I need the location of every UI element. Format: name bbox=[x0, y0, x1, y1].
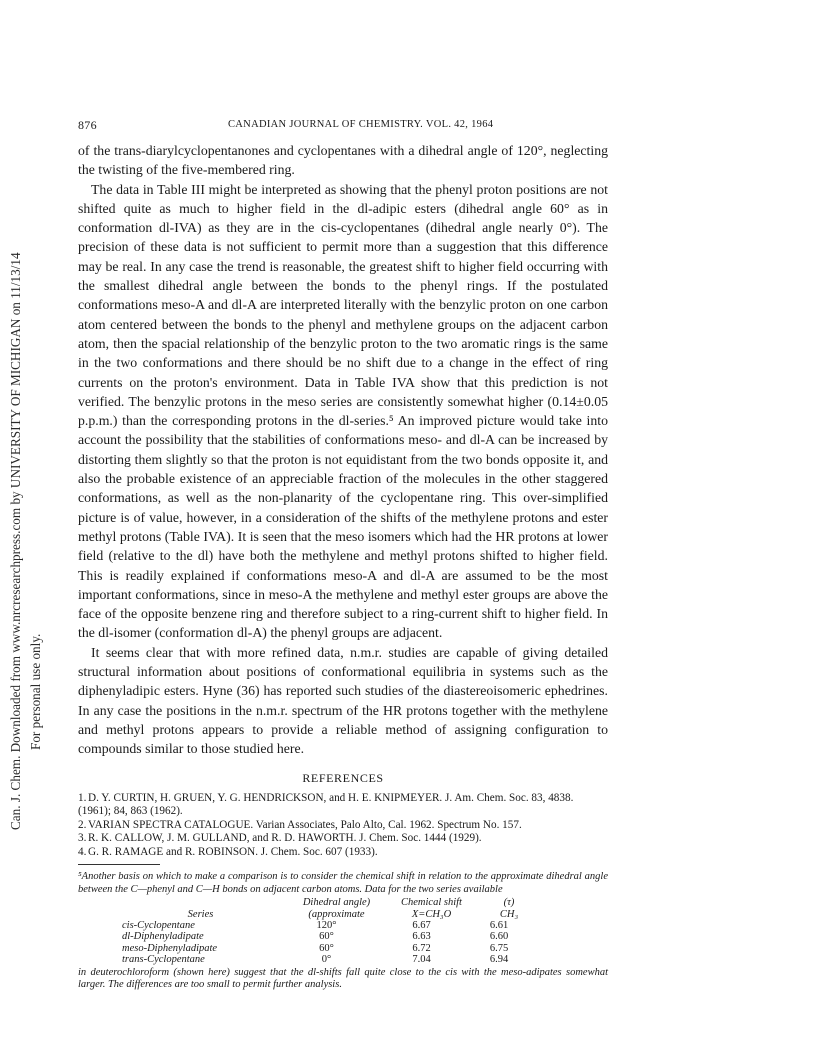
table-cell: 7.04 bbox=[412, 954, 431, 966]
table-row bbox=[122, 943, 608, 954]
watermark-line: Can. J. Chem. Downloaded from www.nrcresearchpress.com by UNIVERSITY OF MICHIGAN on 11/13/14 bbox=[8, 252, 23, 830]
reference-number: 1. bbox=[78, 791, 87, 804]
table-cell: dl-Diphenyladipate bbox=[122, 931, 204, 943]
table-cell: 6.75 bbox=[489, 942, 509, 954]
table-header-cell: Chemical shift bbox=[401, 897, 462, 909]
paragraph: of the trans-diarylcyclopentanones and cyclopentanes with a dihedral angle of 120°, neglecting the twisting of the five-membered ring. bbox=[78, 143, 608, 178]
footnote-intro: ⁵Another basis on which to make a comparison is to consider the chemical shift in relation to the approximate dihedral angle between the C—phenyl and C—H bonds on adjacent carbon atoms. Data for the two series available bbox=[78, 871, 608, 895]
table-cell: 6.60 bbox=[489, 931, 509, 943]
table-header-cell: Dihedral angle) bbox=[302, 897, 371, 909]
table-header-row bbox=[122, 909, 608, 920]
footnote-outro: in deuterochloroform (shown here) suggest that the dl-shifts fall quite close to the cis with the meso-adipates somewhat larger. The differences are too small to permit further analysis. bbox=[78, 966, 608, 991]
reference-item bbox=[78, 846, 608, 860]
journal-page bbox=[78, 118, 608, 992]
table-row bbox=[122, 920, 608, 931]
reference-text: G. R. RAMAGE and R. ROBINSON. J. Chem. Soc. 607 (1933). bbox=[88, 845, 378, 858]
footnote-table bbox=[122, 897, 608, 965]
paragraph: It seems clear that with more refined data, n.m.r. studies are capable of giving detailed structural information about positions of conformational equilibria in systems such as the diphenyladipic esters. Hyne (36) has reported such studies of the diastereoisomeric ephedrines. In any case the positions in the n.m.r. spectrum of the HR protons together with the methylene and methyl protons appears to provide a reliable method of assigning configuration to compounds similar to those studied here. bbox=[78, 644, 608, 757]
reference-number: 4. bbox=[78, 845, 87, 858]
table-cell: 6.67 bbox=[412, 920, 431, 931]
table-header-cell bbox=[122, 897, 289, 908]
table-row bbox=[122, 931, 608, 942]
page-number: 876 bbox=[78, 118, 97, 132]
body-text bbox=[78, 141, 608, 759]
table-header-cell: (τ) bbox=[503, 897, 515, 909]
reference-item bbox=[78, 832, 608, 846]
footnote-divider bbox=[78, 864, 160, 865]
reference-text: R. K. CALLOW, J. M. GULLAND, and R. D. HAWORTH. J. Chem. Soc. 1444 (1929). bbox=[88, 832, 482, 844]
table-cell: meso-Diphenyladipate bbox=[122, 942, 218, 954]
table-cell: cis-Cyclopentane bbox=[122, 920, 195, 931]
table-cell: 60° bbox=[319, 942, 334, 954]
table-cell: 6.94 bbox=[489, 954, 509, 966]
reference-continuation: (1961); 84, 863 (1962). bbox=[78, 805, 183, 817]
table-row bbox=[122, 954, 608, 965]
table-header-cell: (approximate bbox=[308, 908, 365, 920]
paragraph: The data in Table III might be interpreted as showing that the phenyl proton positions are not shifted quite as much to higher field in the dl-adipic esters (dihedral angle 60° as in conformation dl-IVA) as they are in the cis-cyclopentanes (dihedral angle nearly 0°). The precision of these data is not sufficient to permit more than a suggestion that this difference may be real. In any case the trend is reasonable, the greatest shift to higher field occurring with the smallest dihedral angle between the bonds to the phenyl rings. If the postulated conformations meso-A and dl-A are interpreted literally with the benzylic proton on one carbon atom centered between the bonds to the phenyl and methylene groups on the adjacent carbon atom, then the spacial relationship of the benzylic proton to the two aromatic rings is the same in the two conformations and there should be no shift due to a change in the effect of ring currents on the proton's environment. Data in Table IVA show that this prediction is not verified. The benzylic protons in the meso series are consistently somewhat higher (0.14±0.05 p.p.m.) than the corresponding protons in the dl-series.⁵ An improved picture would take into account the possibility that the stabilities of conformations meso- and dl-A can be increased by distorting them slightly so that the proton is not equidistant from the two bonds opposite it, and also the probable existence of an appreciable fraction of the molecules in the other staggered conformations, as well as the non-planarity of the cyclopentane ring. This over-simplified picture is of value, however, in a consideration of the shifts of the methylene protons and ester methyl protons (Table IVA). It is seen that the meso isomers which had the HR protons at lower field (relative to the dl) have both the methylene and methyl protons shifted to higher field. This is readily explained if conformations meso-A and dl-A are assumed to be the most important conformations, since in meso-A the methylene and methyl ester groups are above the face of the opposite benzene ring and therefore subject to a ring-current shift to higher field. In the dl-isomer (conformation dl-A) the phenyl groups are adjacent. bbox=[78, 181, 608, 641]
references-heading: REFERENCES bbox=[302, 770, 384, 785]
table-cell: 6.61 bbox=[489, 920, 509, 931]
table-cell: 60° bbox=[319, 931, 334, 943]
watermark-line: For personal use only. bbox=[28, 633, 43, 750]
table-cell: 120° bbox=[316, 920, 337, 931]
table-header-row bbox=[122, 897, 608, 908]
reference-number: 3. bbox=[78, 832, 87, 844]
table-cell: trans-Cyclopentane bbox=[122, 954, 205, 966]
table-cell: 0° bbox=[321, 954, 332, 966]
table-header-cell: CH₃ bbox=[499, 908, 519, 920]
table-header-cell: X=CH₃O bbox=[411, 908, 452, 920]
footnote bbox=[78, 871, 608, 992]
table-cell: 6.63 bbox=[412, 931, 431, 943]
reference-item bbox=[78, 819, 608, 833]
running-head bbox=[78, 118, 608, 138]
journal-title: CANADIAN JOURNAL OF CHEMISTRY. VOL. 42, 1964 bbox=[228, 119, 494, 130]
reference-text: VARIAN SPECTRA CATALOGUE. Varian Associates, Palo Alto, Cal. 1962. Spectrum No. 157. bbox=[88, 818, 522, 831]
reference-number: 2. bbox=[78, 818, 87, 831]
table-cell: 6.72 bbox=[412, 942, 431, 954]
table-header-cell: Series bbox=[187, 908, 214, 920]
reference-list bbox=[78, 792, 608, 860]
download-watermark bbox=[8, 120, 48, 840]
reference-text: D. Y. CURTIN, H. GRUEN, Y. G. HENDRICKSON, and H. E. KNIPMEYER. J. Am. Chem. Soc. 83, 4838. bbox=[88, 791, 574, 804]
reference-item bbox=[78, 792, 608, 806]
